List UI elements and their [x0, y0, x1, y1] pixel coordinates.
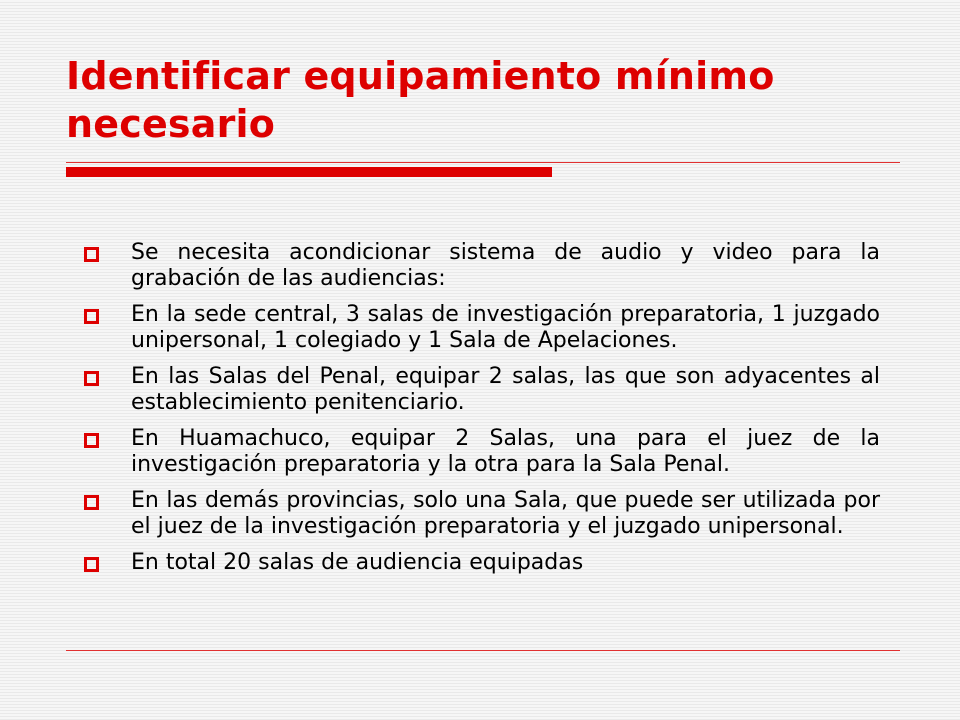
bottom-divider: [66, 650, 900, 651]
bullet-text: En la sede central, 3 salas de investigación preparatoria, 1 juzgado unipersonal, 1 colegiado y 1 Sala de Apelaciones.: [131, 302, 880, 353]
bullet-list: [84, 240, 880, 586]
bullet-item: [84, 302, 880, 354]
title-divider-thick: [66, 167, 552, 177]
bullet-item: [84, 426, 880, 478]
title-divider-thin: [66, 162, 900, 163]
bullet-item: [84, 240, 880, 292]
bullet-text: En las Salas del Penal, equipar 2 salas, las que son adyacentes al establecimiento penitenciario.: [131, 364, 880, 415]
hollow-square-bullet-icon: [84, 495, 99, 510]
hollow-square-bullet-icon: [84, 433, 99, 448]
bullet-item: [84, 364, 880, 416]
bullet-item: [84, 550, 880, 576]
bullet-text: En Huamachuco, equipar 2 Salas, una para el juez de la investigación preparatoria y la otra para la Sala Penal.: [131, 426, 880, 477]
hollow-square-bullet-icon: [84, 247, 99, 262]
hollow-square-bullet-icon: [84, 371, 99, 386]
slide-title: Identificar equipamiento mínimo necesario: [66, 54, 775, 146]
bullet-item: [84, 488, 880, 540]
hollow-square-bullet-icon: [84, 309, 99, 324]
bullet-text: Se necesita acondicionar sistema de audio y video para la grabación de las audiencias:: [131, 240, 880, 291]
hollow-square-bullet-icon: [84, 557, 99, 572]
bullet-text: En total 20 salas de audiencia equipadas: [131, 550, 584, 575]
bullet-text: En las demás provincias, solo una Sala, que puede ser utilizada por el juez de la investigación preparatoria y el juzgado unipersonal.: [131, 488, 880, 539]
